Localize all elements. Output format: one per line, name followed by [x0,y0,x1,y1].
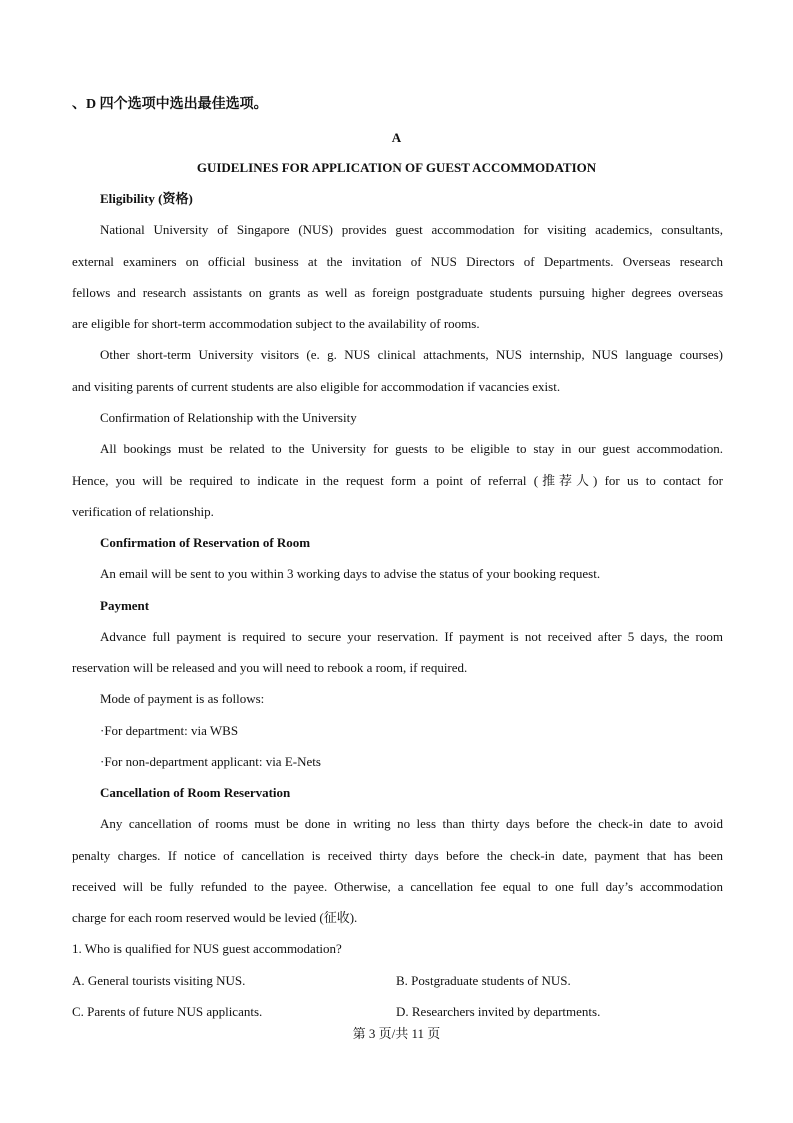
eligibility-para-2-line-1: Other short-term University visitors (e. g. NUS clinical attachments, NUS internship, NUS language courses) [100,347,723,362]
cancellation-heading: Cancellation of Room Reservation [100,785,291,800]
option-b: B. Postgraduate students of NUS. [396,973,571,988]
payment-mode-department: ·For department: via WBS [100,723,239,738]
eligibility-para-1-line-1: National University of Singapore (NUS) provides guest accommodation for visiting academics, consultants, [100,222,723,237]
eligibility-para-2-line-2: and visiting parents of current students are also eligible for accommodation if vacancies exist. [72,379,561,394]
page-number-footer: 第 3 页/共 11 页 [352,1026,441,1041]
relationship-para-line-3: verification of relationship. [72,504,214,519]
payment-mode-label: Mode of payment is as follows: [100,691,265,706]
relationship-heading: Confirmation of Relationship with the University [100,410,357,425]
eligibility-para-1-line-3: fellows and research assistants on grants as well as foreign postgraduate students pursuing higher degrees overseas [72,285,723,300]
payment-mode-non-department: ·For non-department applicant: via E-Nets [100,754,321,769]
instruction-text: 、D 四个选项中选出最佳选项。 [72,97,268,112]
eligibility-heading: Eligibility (资格) [100,191,193,206]
question-stem: 1. Who is qualified for NUS guest accommodation? [72,941,342,956]
cancellation-para-line-4: charge for each room reserved would be levied (征收). [72,910,358,925]
payment-para-line-2: reservation will be released and you will need to rebook a room, if required. [72,660,468,675]
eligibility-para-1-line-2: external examiners on official business at the invitation of NUS Directors of Departments. Overseas research [72,254,723,269]
relationship-para-line-2: Hence, you will be required to indicate in the request form a point of referral (推荐人) for us to contact for [72,473,723,488]
payment-para-line-1: Advance full payment is required to secure your reservation. If payment is not received after 5 days, the room [100,629,723,644]
cancellation-para-line-2: penalty charges. If notice of cancellation is received thirty days before the check-in date, payment that has been [72,848,723,863]
option-d: D. Researchers invited by departments. [396,1004,601,1019]
section-letter: A [391,130,402,145]
cancellation-para-line-3: received will be fully refunded to the payee. Otherwise, a cancellation fee equal to one full day’s accommodation [72,879,723,894]
payment-heading: Payment [100,598,150,613]
reservation-para: An email will be sent to you within 3 working days to advise the status of your booking request. [100,566,601,581]
option-c: C. Parents of future NUS applicants. [72,1004,263,1019]
page-title: GUIDELINES FOR APPLICATION OF GUEST ACCOMMODATION [196,160,597,175]
cancellation-para-line-1: Any cancellation of rooms must be done in writing no less than thirty days before the check-in date to avoid [100,816,723,831]
option-a: A. General tourists visiting NUS. [72,973,246,988]
eligibility-para-1-line-4: are eligible for short-term accommodation subject to the availability of rooms. [72,316,480,331]
relationship-para-line-1: All bookings must be related to the University for guests to be eligible to stay in our guest accommodation. [100,441,723,456]
reservation-heading: Confirmation of Reservation of Room [100,535,311,550]
